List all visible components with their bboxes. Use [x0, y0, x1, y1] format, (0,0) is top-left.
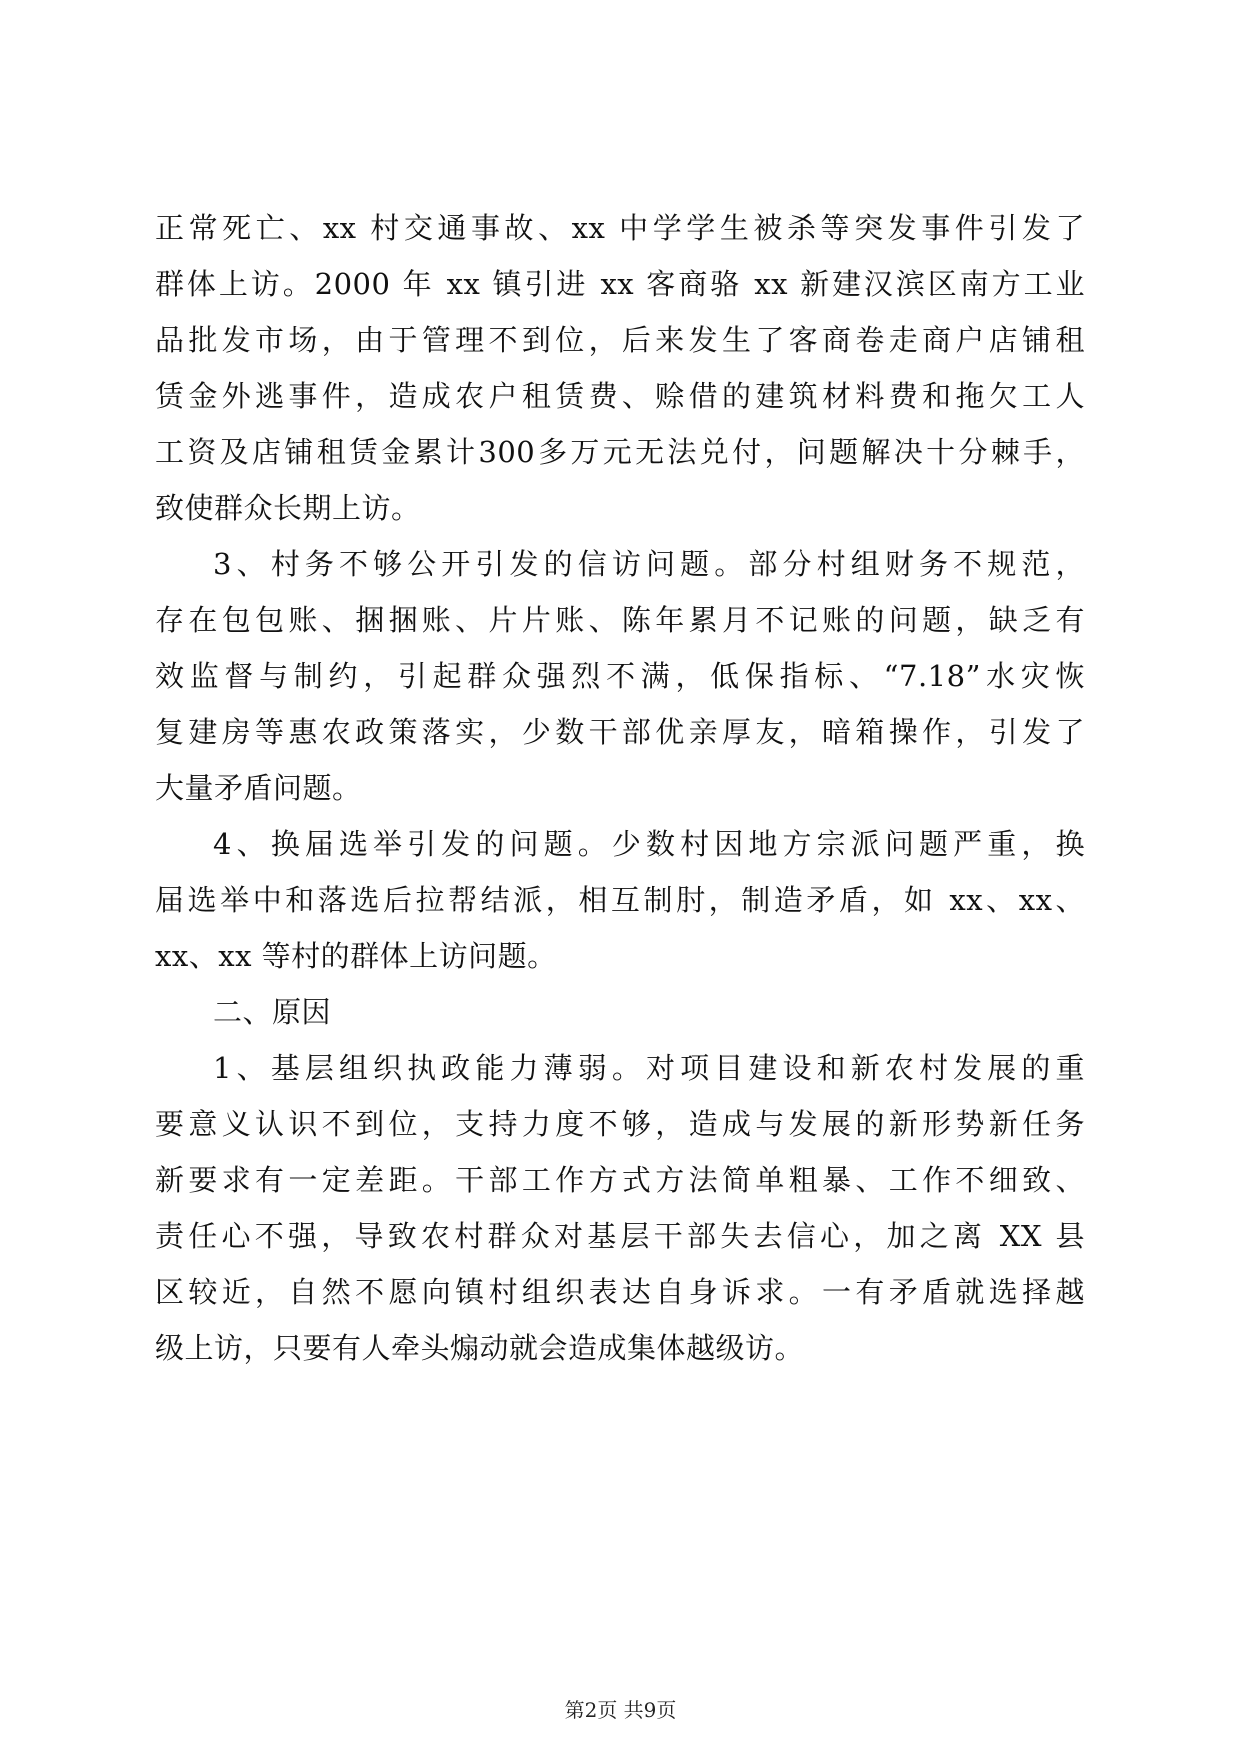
text-line: 效监督与制约，引起群众强烈不满，低保指标、“7.18”水灾恢 [155, 659, 1085, 693]
text-line: 责任心不强，导致农村群众对基层干部失去信心，加之离 XX 县 [155, 1219, 1085, 1253]
paragraph [155, 991, 1085, 1047]
text-line: 新要求有一定差距。干部工作方式方法简单粗暴、工作不细致、 [155, 1163, 1085, 1197]
text-line: 赁金外逃事件，造成农户租赁费、赊借的建筑材料费和拖欠工人 [155, 379, 1085, 413]
text-line: 届选举中和落选后拉帮结派，相互制肘，制造矛盾，如 xx、xx、 [155, 883, 1085, 917]
paragraph [155, 823, 1085, 991]
text-line: 工资及店铺租赁金累计300多万元无法兑付，问题解决十分棘手， [155, 435, 1085, 469]
text-line: 复建房等惠农政策落实，少数干部优亲厚友，暗箱操作，引发了 [155, 715, 1085, 749]
text-line: 3、村务不够公开引发的信访问题。部分村组财务不规范， [213, 547, 1085, 581]
text-line: 正常死亡、xx 村交通事故、xx 中学学生被杀等突发事件引发了 [155, 211, 1085, 245]
paragraph [155, 1047, 1085, 1383]
paragraph [155, 207, 1085, 543]
text-line: 群体上访。2000 年 xx 镇引进 xx 客商骆 xx 新建汉滨区南方工业 [155, 267, 1085, 301]
text-line: 二、原因 [213, 995, 332, 1029]
text-line: 存在包包账、捆捆账、片片账、陈年累月不记账的问题，缺乏有 [155, 603, 1085, 637]
page-footer: 第2页 共9页 [564, 1698, 677, 1722]
paragraph [155, 543, 1085, 823]
text-line: 大量矛盾问题。 [155, 771, 362, 805]
text-line: xx、xx 等村的群体上访问题。 [155, 939, 557, 973]
text-line: 级上访，只要有人牵头煽动就会造成集体越级访。 [155, 1331, 805, 1365]
text-line: 品批发市场，由于管理不到位，后来发生了客商卷走商户店铺租 [155, 323, 1085, 357]
text-line: 4、换届选举引发的问题。少数村因地方宗派问题严重，换 [213, 827, 1085, 861]
text-line: 致使群众长期上访。 [155, 491, 421, 525]
text-line: 区较近，自然不愿向镇村组织表达自身诉求。一有矛盾就选择越 [155, 1275, 1085, 1309]
text-line: 1、基层组织执政能力薄弱。对项目建设和新农村发展的重 [213, 1051, 1085, 1085]
document-body [155, 207, 1085, 1383]
text-line: 要意义认识不到位，支持力度不够，造成与发展的新形势新任务 [155, 1107, 1085, 1141]
